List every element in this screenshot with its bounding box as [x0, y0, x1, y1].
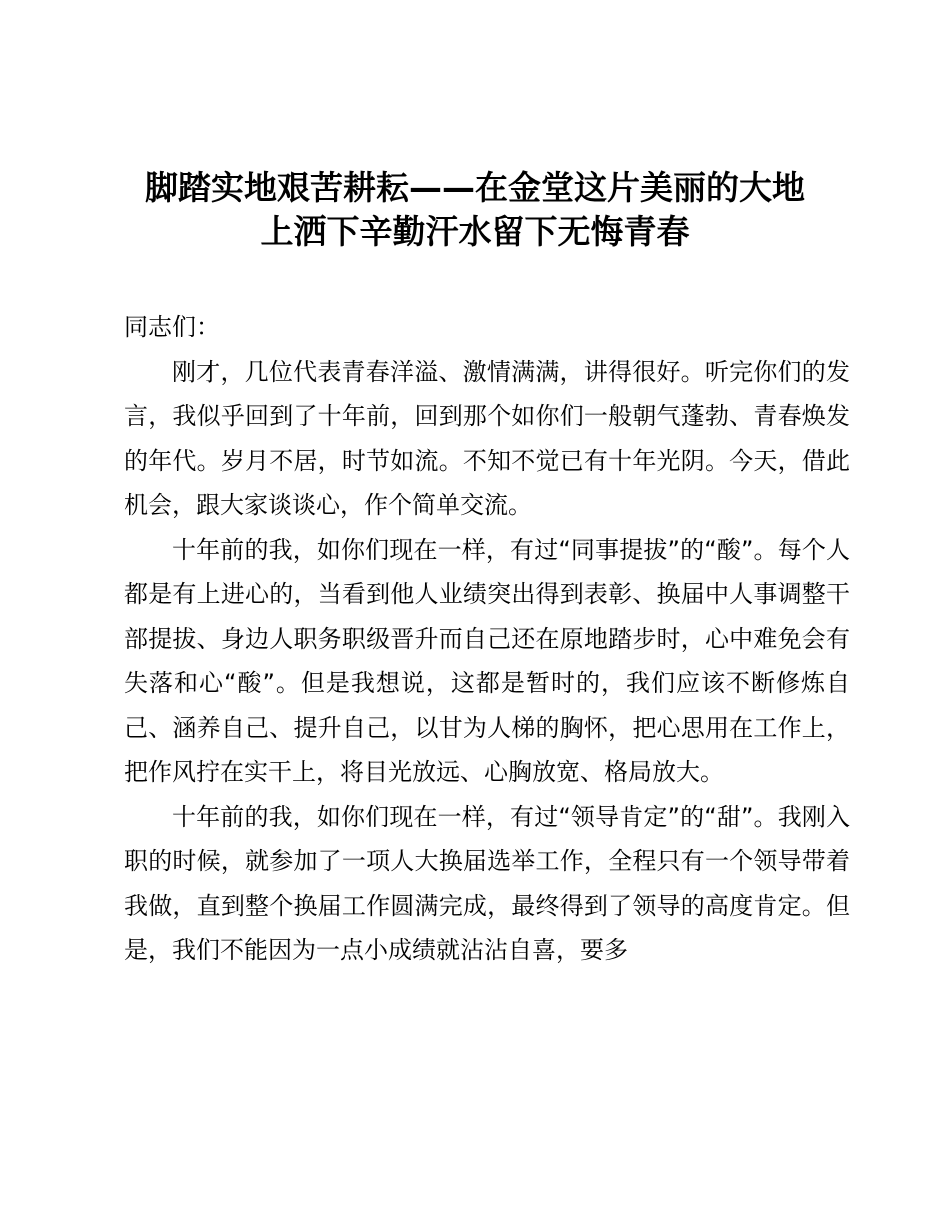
title-line-1: 脚踏实地艰苦耕耘——在金堂这片美丽的大地 [145, 168, 805, 207]
document-body [124, 305, 850, 973]
title-line-2: 上洒下辛勤汗水留下无悔青春 [260, 212, 690, 251]
paragraph-2: 十年前的我，如你们现在一样，有过“同事提拔”的“酸”。每个人都是有上进心的，当看到他人业绩突出得到表彰、换届中人事调整干部提拔、身边人职务职级晋升而自己还在原地踏步时，心中难免会有失落和心“酸”。但是我想说，这都是暂时的，我们应该不断修炼自己、涵养自己、提升自己，以甘为人梯的胸怀，把心思用在工作上，把作风拧在实干上，将目光放远、心胸放宽、格局放大。 [124, 535, 850, 786]
paragraph-1: 刚才，几位代表青春洋溢、激情满满，讲得很好。听完你们的发言，我似乎回到了十年前，回到那个如你们一般朝气蓬勃、青春焕发的年代。岁月不居，时节如流。不知不觉已有十年光阴。今天，借此机会，跟大家谈谈心，作个简单交流。 [124, 357, 850, 519]
paragraph-3: 十年前的我，如你们现在一样，有过“领导肯定”的“甜”。我刚入职的时候，就参加了一项人大换届选举工作，全程只有一个领导带着我做，直到整个换届工作圆满完成，最终得到了领导的高度肯定。但是，我们不能因为一点小成绩就沾沾自喜，要多 [124, 802, 850, 964]
document-title [100, 166, 850, 254]
salutation: 同志们： [124, 313, 220, 341]
